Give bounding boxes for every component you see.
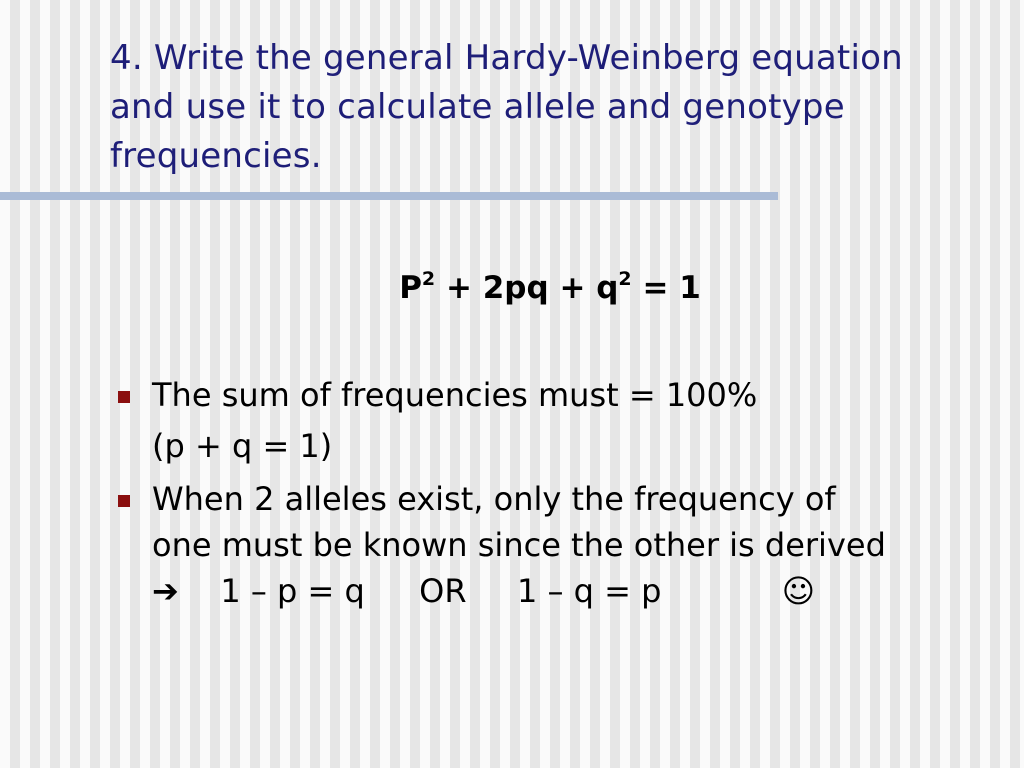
square-bullet-icon — [118, 495, 130, 507]
title-line-3: frequencies. — [110, 136, 322, 176]
expression-2: 1 – q = p — [516, 572, 662, 610]
bullet-item-two-alleles — [116, 476, 1006, 614]
bullet-list — [116, 372, 1006, 614]
equation-exponent-p: 2 — [421, 268, 436, 290]
title-line-1: 4. Write the general Hardy-Weinberg equation — [110, 38, 903, 78]
or-label: OR — [419, 572, 467, 610]
equation-middle: + 2pq + q — [435, 270, 619, 306]
expression-1: 1 – p = q — [220, 572, 365, 610]
hardy-weinberg-equation — [0, 270, 1024, 306]
title-underline-divider — [0, 192, 778, 200]
slide-title — [110, 34, 1010, 181]
bullet-continuation: (p + q = 1) — [152, 427, 333, 465]
equation-exponent-q: 2 — [618, 268, 632, 290]
equation-p: P — [399, 270, 422, 306]
title-line-2: and use it to calculate allele and genotype — [110, 87, 845, 127]
smiley-icon: ☺ — [781, 572, 816, 610]
square-bullet-icon — [118, 391, 130, 403]
bullet-text-line-2: one must be known since the other is derived — [152, 526, 886, 564]
bullet-text: The sum of frequencies must = 100% — [152, 376, 758, 414]
bullet-text-line-1: When 2 alleles exist, only the frequency of — [152, 480, 836, 518]
equation-end: = 1 — [631, 270, 701, 306]
right-arrow-icon: ➔ — [152, 572, 179, 610]
bullet-derivation-line — [152, 568, 1006, 614]
bullet-item-sum — [116, 372, 1006, 418]
